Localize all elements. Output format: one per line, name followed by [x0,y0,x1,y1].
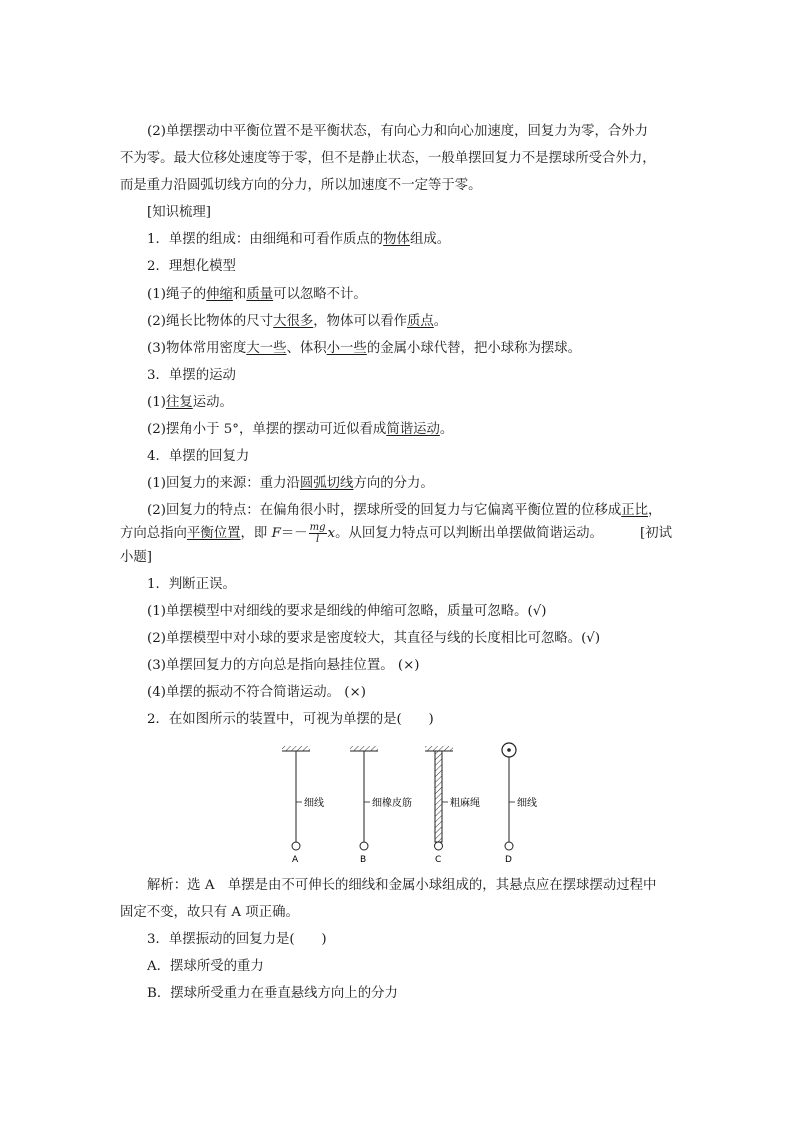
answer-blank: 大一些 [246,341,287,356]
answer-blank: 简谐运动 [386,422,440,437]
question-item: (3)单摆回复力的方向总是指向悬挂位置。 (×) [147,658,420,673]
option-letter: B [360,855,367,865]
answer-blank: 小一些 [326,341,367,356]
item-line: 2．理想化模型 [147,259,236,274]
string-label: 细线 [304,798,324,809]
answer-blank: 质量 [246,287,274,302]
item-line: (2)绳长比物体的尺寸大很多，物体可以看作质点。 [147,314,448,329]
question-item: (2)单摆模型中对小球的要求是密度较大，其直径与线的长度相比可忽略。(√) [147,631,601,646]
answer-blank: 伸缩 [206,287,233,302]
paragraph-line: 不为零。最大位移处速度等于零，但不是静止状态，一般单摆回复力不是摆球所受合外力， [120,151,656,166]
answer-blank: 往复 [165,395,193,410]
item-line: 3．单摆的运动 [147,368,236,383]
pendulum-bob [360,842,368,850]
item-line: (3)物体常用密度大一些、体积小一些的金属小球代替，把小球称为摆球。 [147,341,582,356]
item-line: 1．单摆的组成：由细绳和可看作质点的物体组成。 [147,232,451,247]
option-letter: C [435,855,442,865]
question-item: (4)单摆的振动不符合简谐运动。 (×) [147,685,366,700]
answer-blank: 圆弧切线 [299,476,354,491]
item-line: (1)往复运动。 [147,395,233,410]
section-heading: 小题] [120,550,153,565]
pendulum-c [425,746,480,865]
answer-blank: 正比 [621,503,649,518]
formula-line: 方向总指向平衡位置，即 F＝－ $\frac{mg}{l}$ x。从回复力特点可以判断出单摆做简谐运动。 [120,522,603,545]
item-line: (2)摆角小于 5°，单摆的摆动可近似看成简谐运动。 [147,422,454,437]
ceiling-support [425,746,453,751]
pendulum-figure [270,738,570,868]
section-heading: [初试 [640,526,673,541]
string-label: 细线 [517,798,537,809]
pendulum-bob [435,842,443,850]
formula-variable: x [327,526,336,541]
analysis-line: 固定不变，故只有 A 项正确。 [120,905,299,920]
option-b: B．摆球所受重力在垂直悬线方向上的分力 [147,986,398,1001]
answer-blank: 平衡位置 [186,526,241,541]
question-item: (1)单摆模型中对细线的要求是细线的伸缩可忽略，质量可忽略。(√) [147,604,547,619]
pendulum-bob [505,842,513,850]
option-letter: A [292,855,299,865]
string-label: 粗麻绳 [450,798,480,809]
pendulum-d [502,743,537,865]
section-heading: [知识梳理] [147,205,212,220]
formula-variable: F [271,526,281,541]
item-line: (1)回复力的来源：重力沿圆弧切线方向的分力。 [147,476,434,491]
question: 2．在如图所示的装置中，可视为单摆的是( ) [147,712,434,727]
ceiling-support [350,746,378,751]
paragraph-line: 而是重力沿圆弧切线方向的分力，所以加速度不一定等于零。 [120,178,482,193]
option-a: A．摆球所受的重力 [147,959,264,974]
item-line: (1)绳子的伸缩和质量可以忽略不计。 [147,287,367,302]
option-letter: D [505,855,512,865]
paragraph-line: (2)单摆摆动中平衡位置不是平衡状态，有向心力和向心加速度，回复力为零，合外力 [147,124,649,139]
string-label: 细橡皮筋 [372,798,412,809]
item-line: 4．单摆的回复力 [147,449,250,464]
pendulum-a [282,746,324,865]
answer-blank: 大很多 [273,314,314,329]
pendulum-b [350,746,412,865]
answer-blank: 物体 [383,232,410,247]
thick-rope [435,751,442,842]
pendulum-bob [292,842,300,850]
item-line: (2)回复力的特点：在偏角很小时，摆球所受的回复力与它偏离平衡位置的位移成正比， [147,503,662,518]
question: 1．判断正误。 [147,577,236,592]
ceiling-support [282,746,310,751]
question: 3．单摆振动的回复力是( ) [147,932,327,947]
fraction: $\frac{mg}{l}$ [309,522,326,545]
answer-blank: 质点 [407,314,434,329]
analysis-line: 解析：选 A 单摆是由不可伸长的细线和金属小球组成的，其悬点应在摆球摆动过程中 [147,878,657,893]
